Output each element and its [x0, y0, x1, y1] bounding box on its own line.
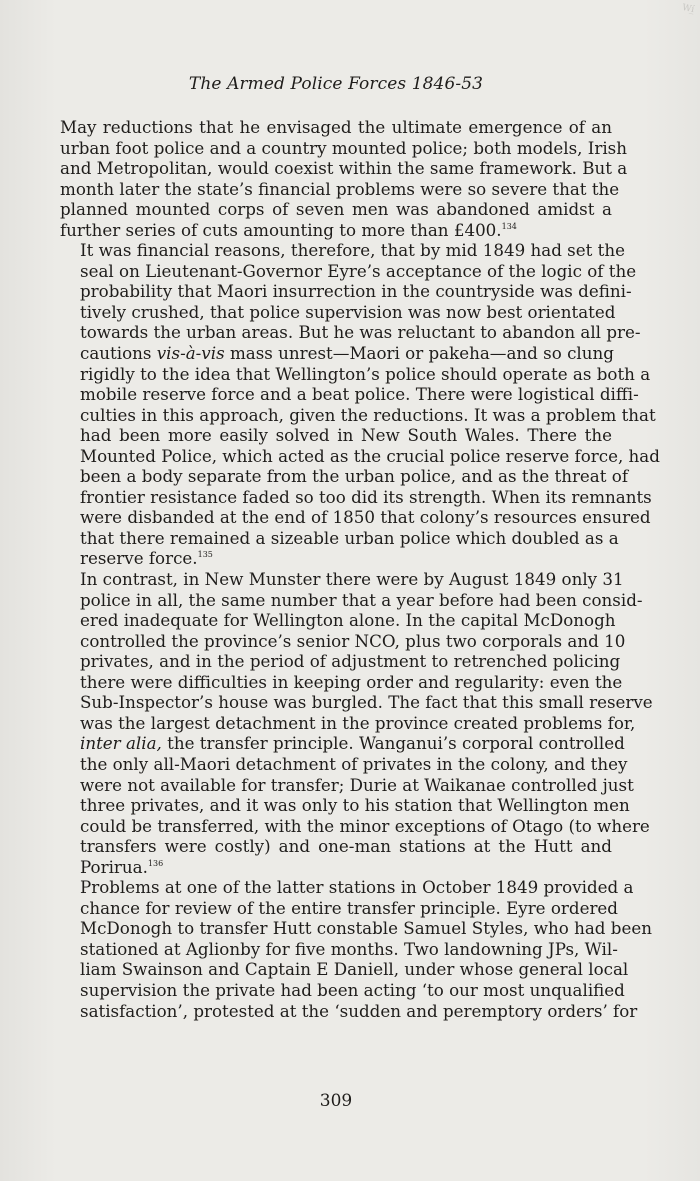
text-run: probability that Maori insurrection in the countryside was defini- — [80, 281, 632, 302]
text-run: It was financial reasons, therefore, that by mid 1849 had set the — [80, 240, 625, 261]
text-line — [60, 733, 625, 754]
text-run: cautions — [80, 343, 157, 364]
text-line — [60, 589, 643, 611]
text-line — [60, 651, 621, 672]
text-run: tively crushed, that police supervision was now best orientated — [80, 301, 616, 322]
text-run: were disbanded at the end of 1850 that colony’s resources ensured — [80, 507, 651, 528]
text-run: frontier resistance faded so too did its strength. When its remnants — [80, 486, 652, 507]
text-line — [60, 137, 627, 159]
text-run: culties in this approach, given the reductions. It was a problem that — [80, 404, 656, 425]
text-line — [60, 260, 637, 282]
text-line — [60, 938, 618, 960]
text-run: there were difficulties in keeping order and regularity: even the — [80, 671, 623, 692]
text-line — [60, 425, 612, 446]
footnote-ref: 135 — [197, 550, 213, 560]
body-text — [60, 117, 660, 1021]
text-run: urban foot police and a country mounted police; both models, Irish — [60, 137, 627, 158]
text-line — [60, 857, 612, 878]
text-run: month later the state’s financial problems were so severe that the — [60, 178, 620, 199]
text-line — [60, 959, 629, 980]
text-line — [60, 384, 639, 405]
corner-pencil-mark: Wí̲ — [680, 2, 695, 16]
text-run: Mounted Police, which acted as the crucial police reserve force, had — [80, 445, 660, 466]
text-run: chance for review of the entire transfer principle. Eyre ordered — [80, 897, 618, 918]
text-run: rigidly to the idea that Wellington’s police should operate as both a — [80, 363, 651, 384]
text-run: mobile reserve force and a beat police. There were logistical diffi- — [80, 384, 639, 405]
text-line — [60, 445, 660, 467]
text-run: McDonogh to transfer Hutt constable Samuel Styles, who had been — [80, 918, 652, 939]
text-line — [60, 363, 651, 385]
text-line — [60, 569, 624, 590]
text-run: been a body separate from the urban police, and as the threat of — [80, 466, 628, 487]
text-run: Porirua. — [80, 856, 148, 877]
text-line — [60, 301, 616, 323]
text-run: that there remained a sizeable urban police which doubled as a — [80, 527, 619, 548]
text-run: and Metropolitan, would coexist within the same framework. But a — [60, 158, 628, 179]
text-run: privates, and in the period of adjustment to retrenched policing — [80, 651, 621, 672]
text-line — [60, 548, 612, 569]
text-run: In contrast, in New Munster there were by August 1849 only 31 — [80, 569, 624, 590]
text-line — [60, 1000, 638, 1022]
text-line — [60, 610, 616, 631]
footnote-ref: 134 — [501, 221, 517, 231]
running-head: The Armed Police Forces 1846-53 — [188, 74, 484, 94]
page-number: 309 — [319, 1091, 353, 1111]
text-run: further series of cuts amounting to more than £400. — [60, 219, 502, 240]
text-line — [60, 466, 628, 487]
text-line — [60, 774, 634, 796]
text-line — [60, 877, 634, 898]
paragraph — [60, 877, 652, 1021]
text-run: towards the urban areas. But he was reluctant to abandon all pre- — [80, 322, 641, 343]
text-line — [60, 178, 620, 200]
text-line — [60, 527, 619, 549]
text-run: could be transferred, with the minor exceptions of Otago (to where — [80, 815, 650, 836]
text-line — [60, 220, 612, 241]
text-line — [60, 712, 636, 734]
text-line — [60, 753, 628, 775]
text-run: three privates, and it was only to his station that Wellington men — [80, 795, 630, 816]
text-line — [60, 507, 651, 528]
italic-phrase: vis-à-vis — [156, 343, 225, 364]
text-line — [60, 322, 641, 343]
text-line — [60, 692, 653, 713]
text-run: planned mounted corps of seven men was abandoned amidst a — [60, 199, 612, 220]
text-run: Problems at one of the latter stations in October 1849 provided a — [80, 877, 634, 898]
text-line — [60, 671, 623, 693]
text-run: had been more easily solved in New South Wales. There the — [80, 425, 612, 446]
text-run: police in all, the same number that a year before had been consid- — [80, 589, 643, 610]
footnote-ref: 136 — [147, 858, 164, 868]
text-line — [60, 979, 625, 1001]
paragraph — [60, 117, 628, 240]
text-line — [60, 158, 628, 179]
paragraph — [60, 240, 660, 569]
text-run: was the largest detachment in the province created problems for, — [80, 712, 636, 733]
text-line — [60, 897, 618, 919]
text-run: supervision the private had been acting ‘to our most unqualified — [80, 979, 625, 1000]
text-line — [60, 918, 652, 939]
text-run: liam Swainson and Captain E Daniell, under whose general local — [80, 959, 629, 980]
text-run: reserve force. — [80, 548, 198, 569]
text-run: were not available for transfer; Durie at Waikanae controlled just — [80, 774, 634, 795]
text-run: controlled the province’s senior NCO, plus two corporals and 10 — [80, 630, 626, 651]
text-line — [60, 795, 630, 816]
text-line — [60, 836, 612, 857]
text-run: stationed at Aglionby for five months. Two landowning JPs, Wil- — [80, 938, 618, 959]
text-run: transfers were costly) and one-man stations at the Hutt and — [80, 836, 612, 857]
text-run: satisfaction’, protested at the ‘sudden and peremptory orders’ for — [80, 1000, 638, 1021]
text-line — [60, 117, 612, 138]
text-run: Sub-Inspector’s house was burgled. The fact that this small reserve — [80, 692, 653, 713]
text-run: ered inadequate for Wellington alone. In the capital McDonogh — [80, 610, 616, 631]
text-line — [60, 404, 656, 426]
text-run: mass unrest—Maori or pakeha—and so clung — [224, 343, 614, 364]
italic-phrase: inter alia, — [80, 733, 162, 754]
text-line — [60, 815, 650, 837]
text-line — [60, 199, 612, 220]
text-run: the transfer principle. Wanganui’s corporal controlled — [161, 733, 625, 754]
text-run: the only all-Maori detachment of privates in the colony, and they — [80, 753, 628, 774]
text-run: seal on Lieutenant-Governor Eyre’s acceptance of the logic of the — [80, 260, 637, 281]
text-line — [60, 240, 625, 261]
text-line — [60, 281, 632, 302]
text-run: May reductions that he envisaged the ultimate emergence of an — [60, 117, 612, 137]
text-line — [60, 630, 626, 652]
paragraph — [60, 569, 653, 877]
text-line — [60, 486, 652, 508]
text-line — [60, 343, 612, 364]
